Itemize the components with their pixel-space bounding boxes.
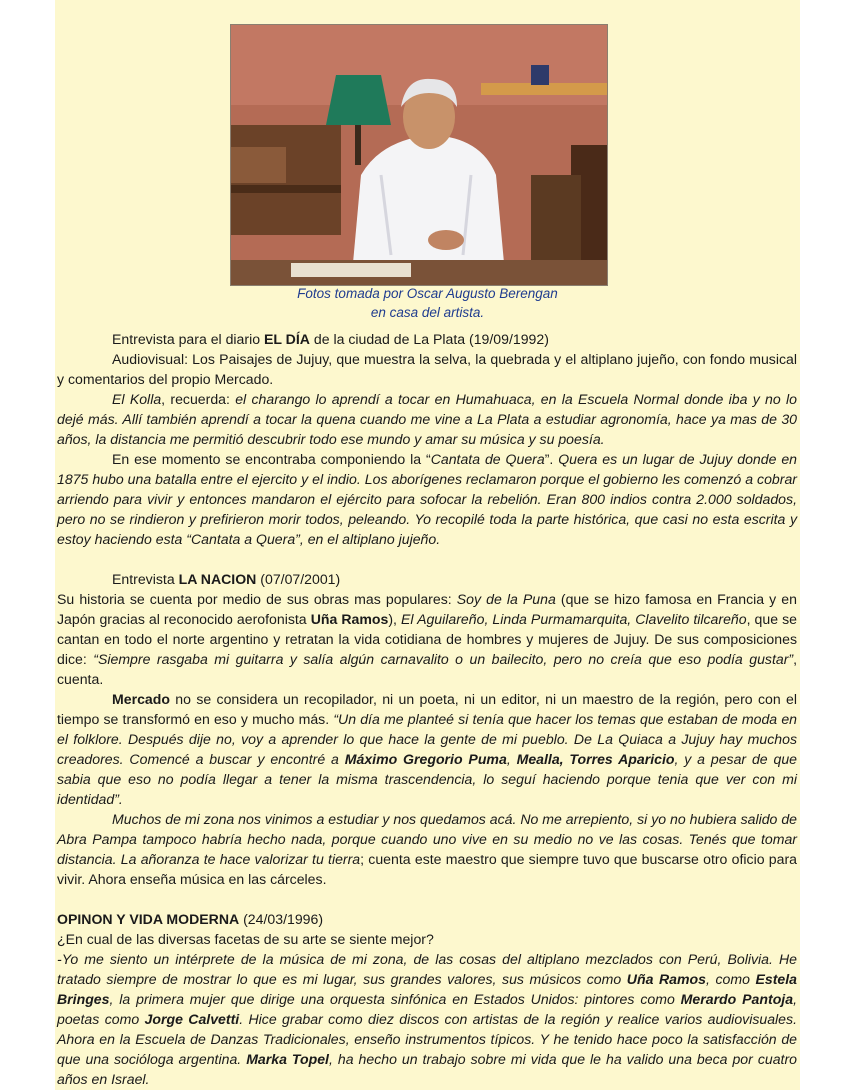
- person-name: Marka Topel: [246, 1051, 329, 1067]
- interview-lanacion-heading: [57, 569, 797, 589]
- question-paragraph: ¿En cual de las diversas facetas de su arte se siente mejor?: [57, 931, 434, 947]
- cantata-paragraph: [57, 449, 797, 549]
- newspaper-name: EL DÍA: [263, 331, 310, 347]
- text-run: Entrevista: [112, 571, 179, 587]
- quote-text: el charango lo aprendí a tocar en Humahuaca, en la Escuela Normal donde iba y no lo dejé más. Allí también aprendí a tocar la quena cuando me vine a La Plata a estudiar agronomía, hace ya mas de 30 años, la distancia me permitió descubrir todo ese mundo y amar su música y su poesía.: [57, 391, 797, 447]
- quote-text: “Siempre rasgaba mi guitarra y salía algún carnavalito o un bailecito, pero no creía que eso podía gustar”: [93, 651, 794, 667]
- text-run: ; cuenta este maestro que siempre tuvo que buscarse otro oficio para vivir. Ahora enseña música en las cárceles.: [57, 851, 797, 887]
- quote-text: Muchos de mi zona nos vinimos a estudiar y nos quedamos acá. No me arrepiento, si yo no hubiera salido de Abra Pampa tampoco habría hecho nada, porque cuando uno vive en su medio no ve las cosas. Tenés que tomar distancia. La añoranza te hace valorizar tu tierra: [57, 811, 797, 867]
- quote-text: -Yo me siento un intérprete de la música de mi zona, de las cosas del altiplano mezclados con Perú, Bolivia. He tratado siempre de mostrar lo que es mi lugar, sus grandes valores, sus músicos como: [57, 951, 797, 987]
- text-run: ),: [388, 611, 402, 627]
- abra-pampa-paragraph: [57, 809, 797, 889]
- text-run: El Kolla: [112, 391, 162, 407]
- interview-eldia-heading: [57, 329, 797, 349]
- artist-photo: [230, 24, 608, 286]
- caption-text: en casa del artista.: [370, 305, 485, 320]
- text-run: , poetas como: [57, 991, 797, 1027]
- text-run: (que se hizo famosa en Francia y en Japón gracias al reconocido aerofonista: [57, 591, 797, 627]
- quote-text: . Hice grabar como diez discos con artistas de la región y realice varios audiovisuales. Ahora en la Escuela de Danzas Tradicionales, enseño instrumentos típicos. Y he tenido hace poco la satisfacción de que una socióloga argentina.: [57, 1011, 797, 1067]
- quote-text: “Un día me planteé si tenía que hacer los temas que estaban de moda en el folklore. Después dije no, voy a aprender lo que hace la gente de mi pueblo. De La Quiaca a Jujuy hay muchos creadores. Comencé a buscar y encontré a: [57, 711, 798, 767]
- song-title: Soy de la Puna: [456, 591, 556, 607]
- person-name: Uña Ramos: [626, 971, 706, 987]
- spacer: [57, 549, 797, 569]
- text-run: , la primera mujer que dirige una orquesta sinfónica en Estados Unidos: pintores como: [109, 991, 681, 1007]
- person-name: Mealla, Torres Aparicio: [516, 751, 675, 767]
- person-name: Máximo Gregorio Puma: [344, 751, 507, 767]
- person-name: Estela Bringes: [57, 971, 797, 1007]
- text-run: (07/07/2001): [256, 571, 341, 587]
- text-run: , que se cantan en todo el norte argentino y retratan la vida cotidiana de hombres y mujeres de Jujuy. De sus composiciones dice:: [57, 611, 797, 667]
- quote-text: , y a pesar de que sabia que eso no podía llegar a tener la misma trascendencia, lo seguí haciendo porque tenia que ver con mi identidad”.: [57, 751, 797, 807]
- person-name: Mercado: [112, 691, 170, 707]
- answer-paragraph: [57, 949, 797, 1089]
- text-run: Su historia se cuenta por medio de sus obras mas populares:: [57, 591, 457, 607]
- text-run: , recuerda:: [161, 391, 236, 407]
- interview-opinon-heading: [57, 909, 797, 929]
- text-run: En ese momento se encontraba componiendo la “: [112, 451, 431, 467]
- text-run: Entrevista para el diario: [112, 331, 264, 347]
- mercado-paragraph: [57, 689, 797, 809]
- song-titles: El Aguilareño, Linda Purmamarquita, Clavelito tilcareño: [401, 611, 747, 627]
- spacer: [57, 889, 797, 909]
- text-run: ”.: [544, 451, 559, 467]
- photo-caption-line-1: Fotos tomada por Oscar Augusto Berengan: [297, 286, 558, 301]
- person-name: Uña Ramos: [310, 611, 389, 627]
- newspaper-name: LA NACION: [178, 571, 257, 587]
- document-page: [55, 0, 800, 1090]
- text-run: Cantata de Quera: [430, 451, 545, 467]
- quote-text: Quera es un lugar de Jujuy donde en 1875 hubo una batalla entre el ejercito y el indio. Los aborígenes reclamaron porque el gobierno les comenzó a cobrar arriendo para vivir y entonces mandaron el ejército para sofocar la rebelión. Eran 800 indios contra 2.000 soldados, pero no se rindieron y prefirieron morir todos, peleando. Yo recopilé toda la parte histórica, que casi no esta escrita y estoy haciendo esta “Cantata a Quera”, en el altiplano jujeño.: [57, 451, 798, 547]
- text-run: (24/03/1996): [239, 911, 324, 927]
- audiovisual-paragraph: Audiovisual: Los Paisajes de Jujuy, que muestra la selva, la quebrada y el altiplano jujeño, con fondo musical y comentarios del propio Mercado.: [57, 351, 797, 387]
- text-run: , ha hecho un trabajo sobre mi vida que le ha valido una beca por cuatro años en Israel.: [57, 1051, 797, 1087]
- text-run: no se considera un recopilador, ni un poeta, ni un editor, ni un maestro de la región, pero con el tiempo se transformó en eso y mucho más.: [57, 691, 797, 727]
- obras-paragraph: [57, 589, 797, 689]
- person-name: Jorge Calvetti: [144, 1011, 240, 1027]
- text-run: , cuenta.: [57, 651, 798, 687]
- artist-photo-image: [231, 25, 607, 285]
- text-run: , como: [705, 971, 756, 987]
- person-name: Merardo Pantoja: [680, 991, 794, 1007]
- newspaper-name: OPINON Y VIDA MODERNA: [57, 911, 240, 927]
- text-run: de la ciudad de La Plata (19/09/1992): [309, 331, 549, 347]
- text-run: ,: [506, 751, 517, 767]
- photo-caption-line-2: [55, 303, 800, 322]
- article-body: [57, 329, 797, 1089]
- kolla-quote-paragraph: [57, 389, 797, 449]
